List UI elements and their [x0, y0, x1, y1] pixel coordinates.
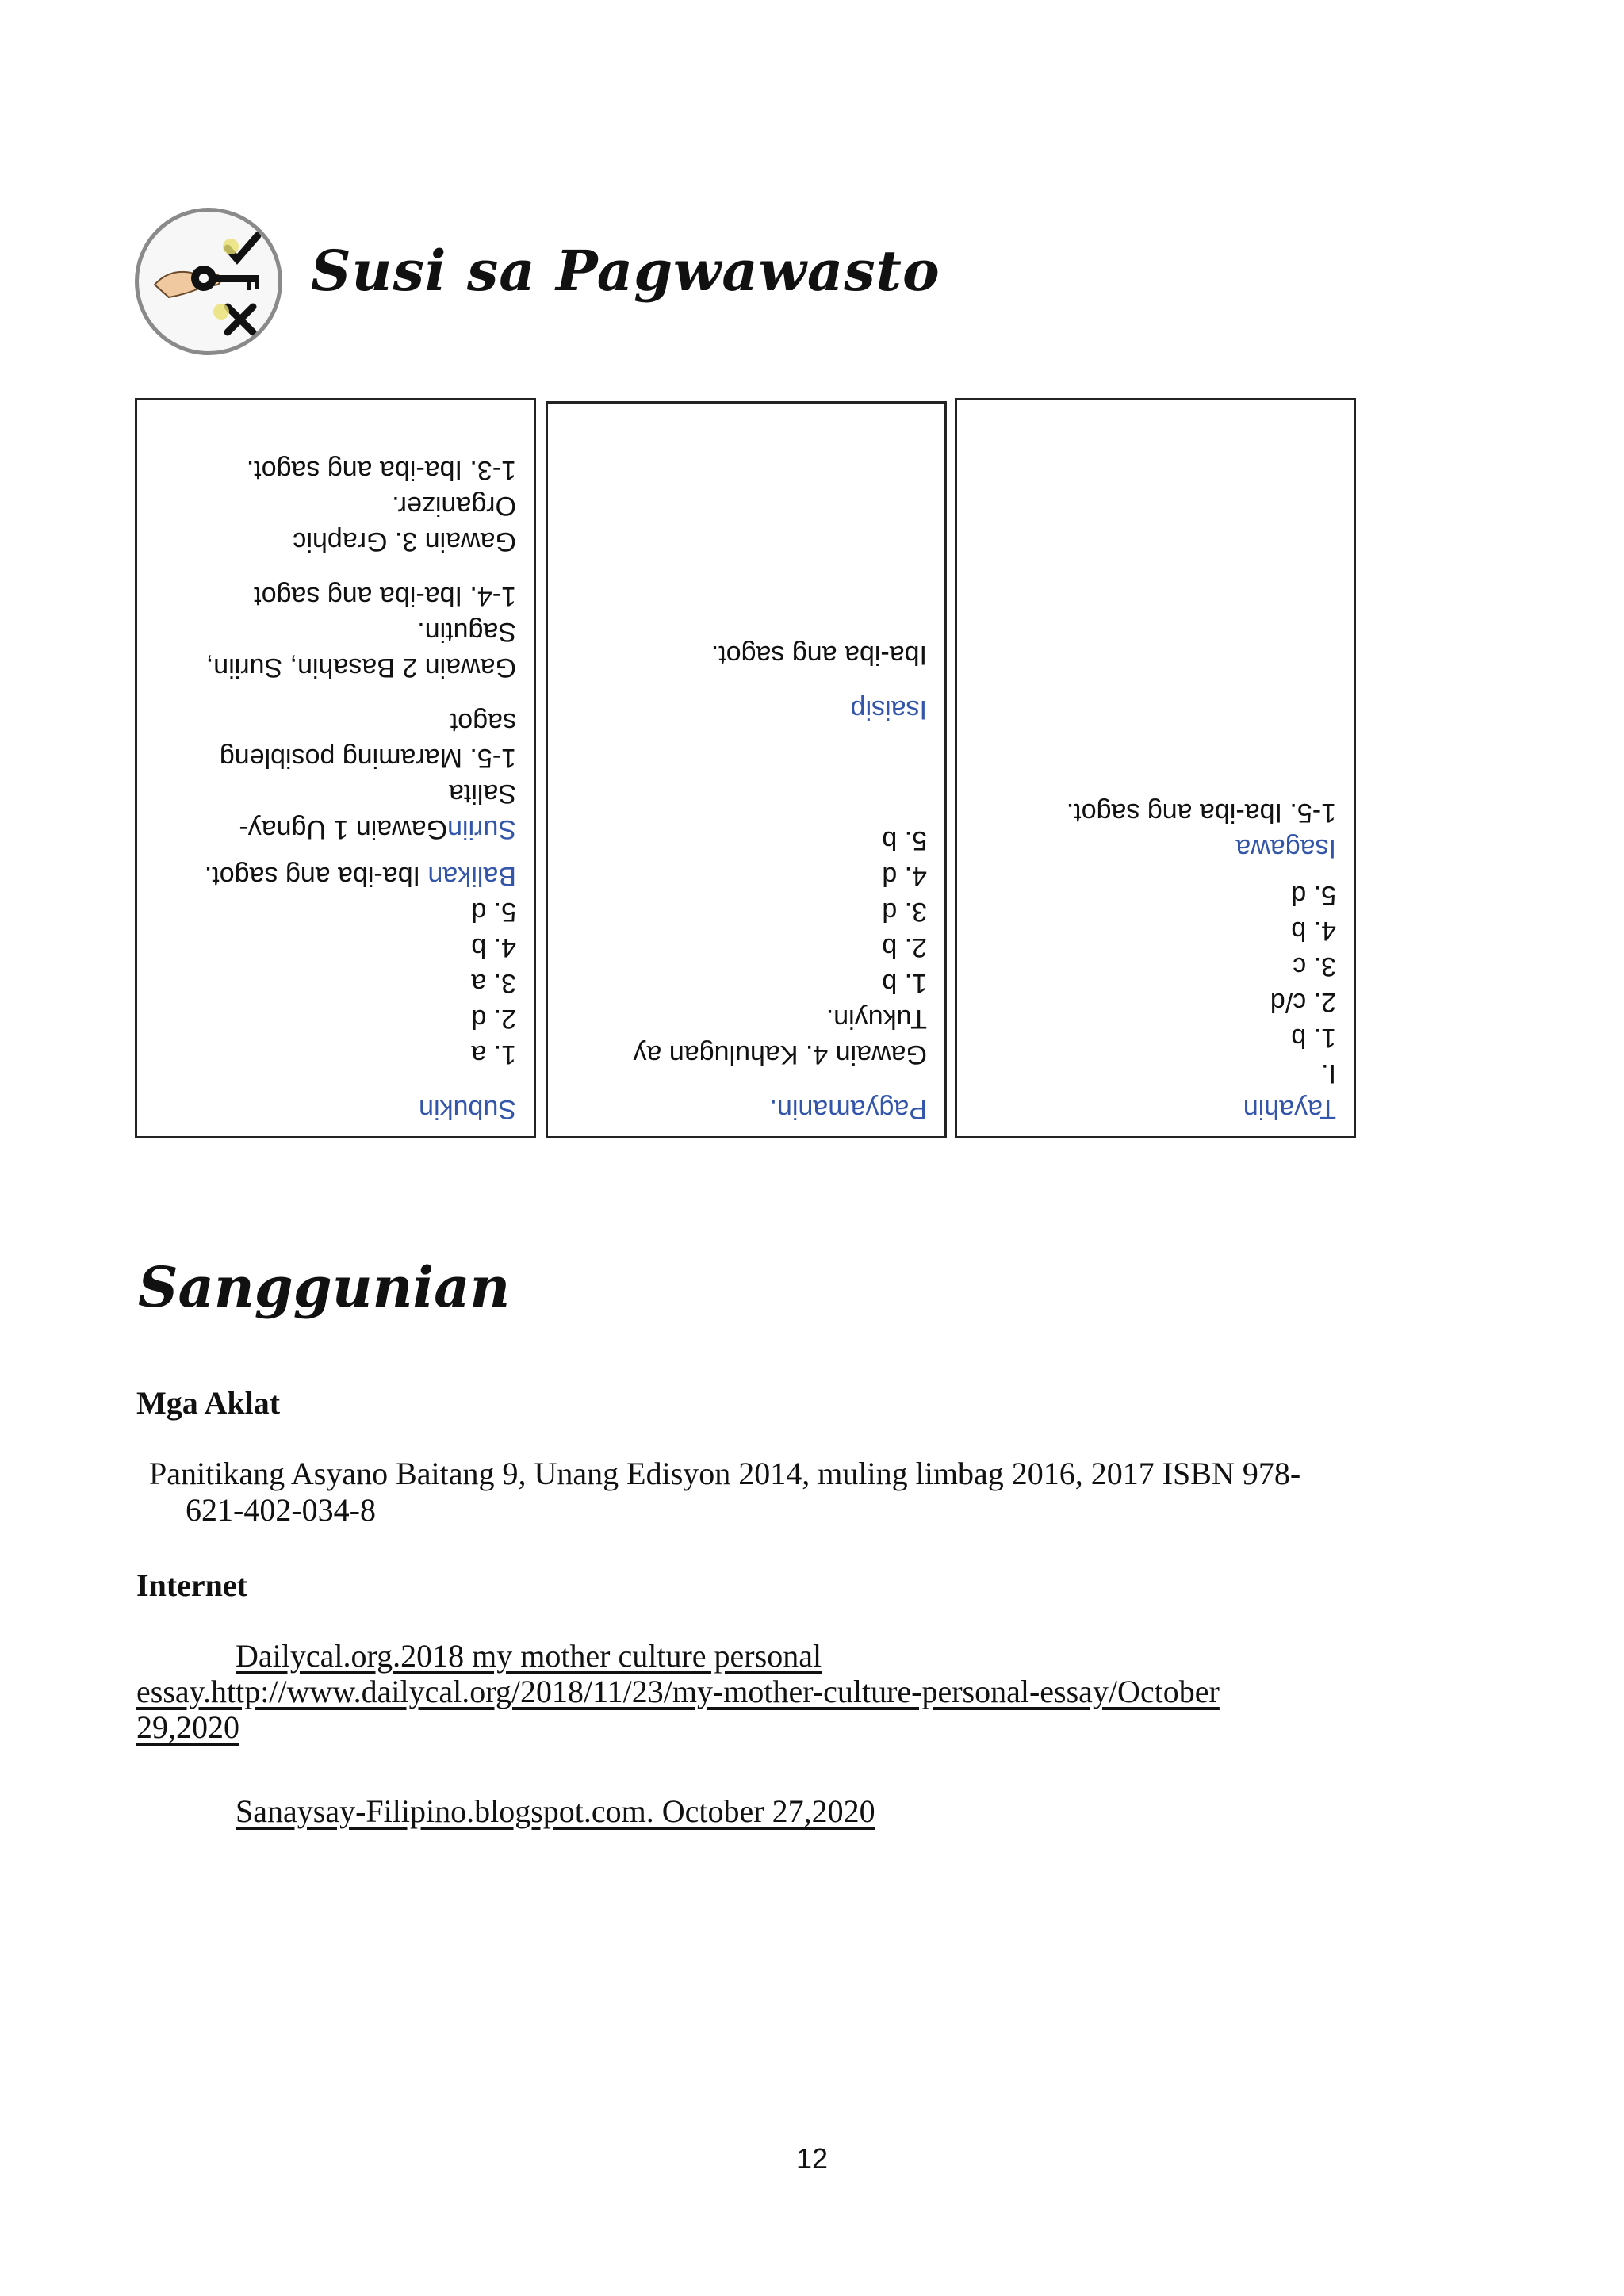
answer-line: sagot — [450, 707, 516, 737]
answer-line: Isaisip — [850, 695, 927, 725]
answer-line — [153, 811, 516, 847]
answer-line: 4. b — [471, 932, 516, 962]
answer-line: Salita — [448, 779, 516, 809]
answer-line: 1-3. Iba-iba ang sagot. — [246, 455, 516, 485]
answer-box-3-rotated — [957, 400, 1354, 1136]
answer-line: 3. a — [471, 968, 516, 998]
answer-line: 4. b — [1291, 916, 1336, 946]
internet-reference-line: Sanaysay-Filipino.blogspot.com. October 27,2020 — [236, 1793, 875, 1829]
answer-box-1-content — [153, 452, 516, 1127]
answer-line: 1. b — [882, 968, 927, 998]
answer-line: Organizer. — [392, 491, 516, 521]
spacer — [564, 727, 927, 746]
spacer — [564, 1072, 927, 1091]
internet-reference-line: Dailycal.org.2018 my mother culture personal — [236, 1638, 822, 1674]
answer-line: Iba-iba ang sagot. — [710, 640, 927, 670]
internet-reference-line: essay.http://www.dailycal.org/2018/11/23/my-mother-culture-personal-essay/October — [136, 1674, 1220, 1709]
answer-box-2 — [546, 401, 947, 1138]
internet-heading: Internet — [136, 1567, 247, 1603]
answer-line: 4. d — [882, 861, 927, 891]
answer-line: Gawain 3. Graphic — [293, 526, 516, 557]
section-label: Balikan — [427, 861, 516, 891]
answer-text: Gawain 1 Ugnay- — [239, 814, 448, 844]
answer-line: Subukin — [419, 1094, 516, 1124]
spacer — [564, 784, 927, 803]
answer-line: 3. d — [882, 897, 927, 927]
answer-box-2-content — [564, 637, 927, 1127]
spacer — [564, 672, 927, 691]
spacer — [153, 847, 516, 858]
answer-line: Isagawa — [1235, 833, 1336, 863]
spacer — [153, 559, 516, 578]
spacer — [153, 685, 516, 704]
answer-key-icon — [135, 208, 282, 355]
answer-box-3 — [955, 398, 1356, 1138]
answer-line — [153, 858, 516, 894]
answer-text: Iba-iba ang sagot. — [204, 861, 428, 891]
answer-line: Pagyamanin. — [769, 1094, 927, 1124]
answer-box-1-rotated — [137, 400, 534, 1136]
spacer — [973, 866, 1336, 877]
answer-box-1 — [135, 398, 536, 1138]
answer-line: Gawain 2 Basahin, Suriin, — [205, 652, 516, 683]
spacer — [564, 765, 927, 784]
internet-reference-line: 29,2020 — [136, 1709, 239, 1745]
answer-line: 5. d — [471, 897, 516, 927]
page-title: Susi sa Pagwawasto — [311, 238, 940, 304]
answer-line: 1-5. Iba-iba ang sagot. — [1066, 798, 1336, 828]
answer-box-2-rotated — [548, 404, 944, 1136]
answer-line: 3. c — [1293, 951, 1336, 982]
answer-line: I. — [1321, 1058, 1336, 1089]
spacer — [153, 1072, 516, 1091]
book-reference-line: Panitikang Asyano Baitang 9, Unang Edisyon 2014, muling limbag 2016, 2017 ISBN 978- — [149, 1456, 1301, 1491]
answer-line: Gawain 4. Kahulugan ay — [633, 1039, 927, 1070]
answer-line: 1. b — [1291, 1023, 1336, 1053]
answer-line: 1-5. Maraming posibleng — [219, 743, 516, 773]
book-reference-line: 621-402-034-8 — [186, 1492, 376, 1528]
answer-line: 1-4. Iba-iba ang sagot — [254, 581, 516, 611]
answer-line: 1. a — [471, 1039, 516, 1070]
spacer — [564, 803, 927, 822]
books-heading: Mga Aklat — [136, 1385, 281, 1421]
answer-line: 2. c/d — [1270, 987, 1336, 1017]
answer-line: 5. b — [882, 825, 927, 855]
answer-line: 2. d — [471, 1004, 516, 1034]
page-number: 12 — [795, 2142, 829, 2175]
answer-line: 2. b — [882, 932, 927, 962]
answer-line: Tayahin — [1243, 1094, 1336, 1124]
answer-line: Sagutin. — [417, 617, 516, 647]
answer-box-3-content — [973, 794, 1336, 1127]
section-label: Suriin — [447, 814, 516, 844]
answer-line: Tukuyin. — [825, 1004, 927, 1034]
answer-line: 5. d — [1291, 880, 1336, 910]
spacer — [564, 746, 927, 765]
section-title: Sanggunian — [138, 1254, 511, 1320]
